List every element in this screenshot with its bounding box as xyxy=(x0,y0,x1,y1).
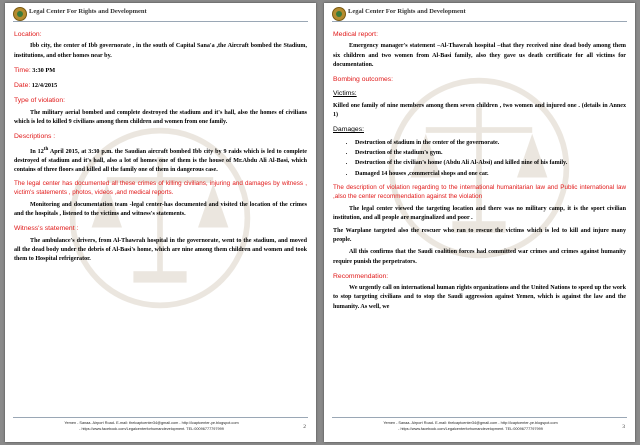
list-item: • Damaged 14 houses ,commercial shops and one car. xyxy=(355,169,626,179)
witness-text: The ambulance's drivers, from Al-Thawrah hospital in the governorate, went to the stadium, and moved all the dead body under the debris of Al-Basi's home, which are nine among them children and women and took them to Hospital refrigerator. xyxy=(14,237,307,263)
document-page-2 xyxy=(5,3,316,442)
page-content xyxy=(333,25,626,416)
ihl-text-3: All this confirms that the Saudi coalition forces had committed war crimes and crimes against humanity require punish the perpetrators. xyxy=(333,249,626,265)
footer-divider xyxy=(332,417,627,418)
victims-heading: Victims: xyxy=(333,90,357,98)
ihl-heading: The description of violation regarding to the international humanitarian law and Public international law ,also the center recommendation against the violation xyxy=(333,183,626,201)
footer-divider xyxy=(13,417,308,418)
descriptions-text-start: In 12 xyxy=(30,148,44,155)
list-item: • Destruction of the stadium's gym. xyxy=(355,148,626,158)
medical-report-text: Emergency manager's statement –Al-Thawrah hospital –that they received nine dead body among them six children and two women from Al-Basi family, also they gave us death certificate for all victims for documentation. xyxy=(333,43,626,68)
descriptions-superscript: th xyxy=(43,145,49,152)
time-row xyxy=(14,66,307,76)
violation-type-text: The military aerial bombed and complete destroyed the stadium and it's hall, also the homes of civilians which is led to killed 9 civilians among them children and women from one family. xyxy=(14,109,307,126)
medical-report-heading: Medical report: xyxy=(333,31,378,38)
time-value: 3:30 PM xyxy=(32,66,56,74)
victims-text: Killed one family of nine members among them seven children , two women and injured one . (details in Annex 1) xyxy=(333,102,626,119)
page-header xyxy=(13,7,308,21)
header-divider xyxy=(13,21,308,22)
violation-type-heading: Type of violation: xyxy=(14,97,66,105)
descriptions-text-rest: April 2015, at 3:30 p.m. the Saudian aircraft bombed Ibb city by 9 raids which is led to complete destroyed of stadium and it's hall, also a lot of homes one of them is the house of Mr.Abdu Ali Al-Basi, which contains of three floors and killed all the family one of them in dangerous case. xyxy=(14,148,307,174)
footer-contact xyxy=(336,420,605,432)
footer-contact xyxy=(17,420,286,432)
document-page-3 xyxy=(324,3,635,442)
descriptions-heading: Descriptions : xyxy=(14,133,56,141)
footer-line-2: - https://www.facebook.com/Legalcenterforhumandevelopment. TEL:00096777797999 xyxy=(79,427,224,431)
recommendation-heading: Recommendation: xyxy=(333,272,389,280)
time-label: Time: xyxy=(14,66,31,74)
damages-heading: Damages: xyxy=(333,126,364,134)
ihl-text-2: The Warplane targeted also the rescuer who ran to rescue the victims which is led to kill and injure many people. xyxy=(333,227,626,243)
monitoring-text: Monitoring and documentation team -legal center-has documented and visited the location of the crimes and the hospitals , listened to the victims and witness's statements. xyxy=(14,201,307,218)
footer-line-2: - https://www.facebook.com/Legalcenterforhumandevelopment. TEL:00096777797999 xyxy=(398,427,543,431)
page-footer xyxy=(332,417,627,439)
documentation-statement: The legal center has documented all these crimes of killing civilians, injuring and damages by witness , victim's statements , photos, videos ,and medical reports. xyxy=(14,179,307,197)
header-divider xyxy=(332,21,627,22)
page-header xyxy=(332,7,627,21)
page-content xyxy=(14,25,307,416)
footer-line-1: Yemen - Sanaa- Airport Road- E-mail: thelcaptcenter34@gmail.com - http://lcaptcenter-ye.blogspot.com xyxy=(383,421,558,425)
footer-line-1: Yemen - Sanaa- Airport Road- E-mail: thelcaptcenter34@gmail.com - http://lcaptcenter-ye.blogspot.com xyxy=(64,421,239,425)
descriptions-text xyxy=(14,145,307,176)
ihl-text-1: The legal center viewed the targeting location and there was no military camp, it is the sport civilian institution, and all people are marginalized and poor . xyxy=(333,206,626,222)
date-label: Date: xyxy=(14,82,31,90)
bombing-outcomes-heading: Bombing outcomes: xyxy=(333,76,394,84)
date-value: 12/4/2015 xyxy=(31,82,58,90)
location-heading: Location: xyxy=(14,31,42,38)
witness-heading: Witness's statement : xyxy=(14,225,79,233)
date-row xyxy=(14,81,307,91)
damages-list xyxy=(333,138,626,179)
page-number: 3 xyxy=(622,424,625,430)
center-logo-icon xyxy=(13,7,27,21)
location-text: Ibb city, the center of Ibb governorate , in the south of Capital Sana'a ,the Aircraft bombed the Stadium, institutions, and other homes near by. xyxy=(14,43,307,59)
recommendation-text: We urgently call on international human rights organizations and the United Nations to speed up the work to stop targeting civilians and to stop the Saudi aggression against Yemen, which is against the law and the humanity. As well, we xyxy=(333,285,626,310)
list-item: • Destruction of the civilian's home (Abdu Ali Al-Absi) and killed nine of his family. xyxy=(355,158,626,168)
page-footer xyxy=(13,417,308,439)
center-logo-icon xyxy=(332,7,346,21)
header-title: Legal Center For Rights and Development xyxy=(29,8,147,15)
header-title: Legal Center For Rights and Development xyxy=(348,8,466,15)
page-number: 2 xyxy=(303,424,306,430)
list-item: • Destruction of stadium in the center of the governorate. xyxy=(355,138,626,148)
